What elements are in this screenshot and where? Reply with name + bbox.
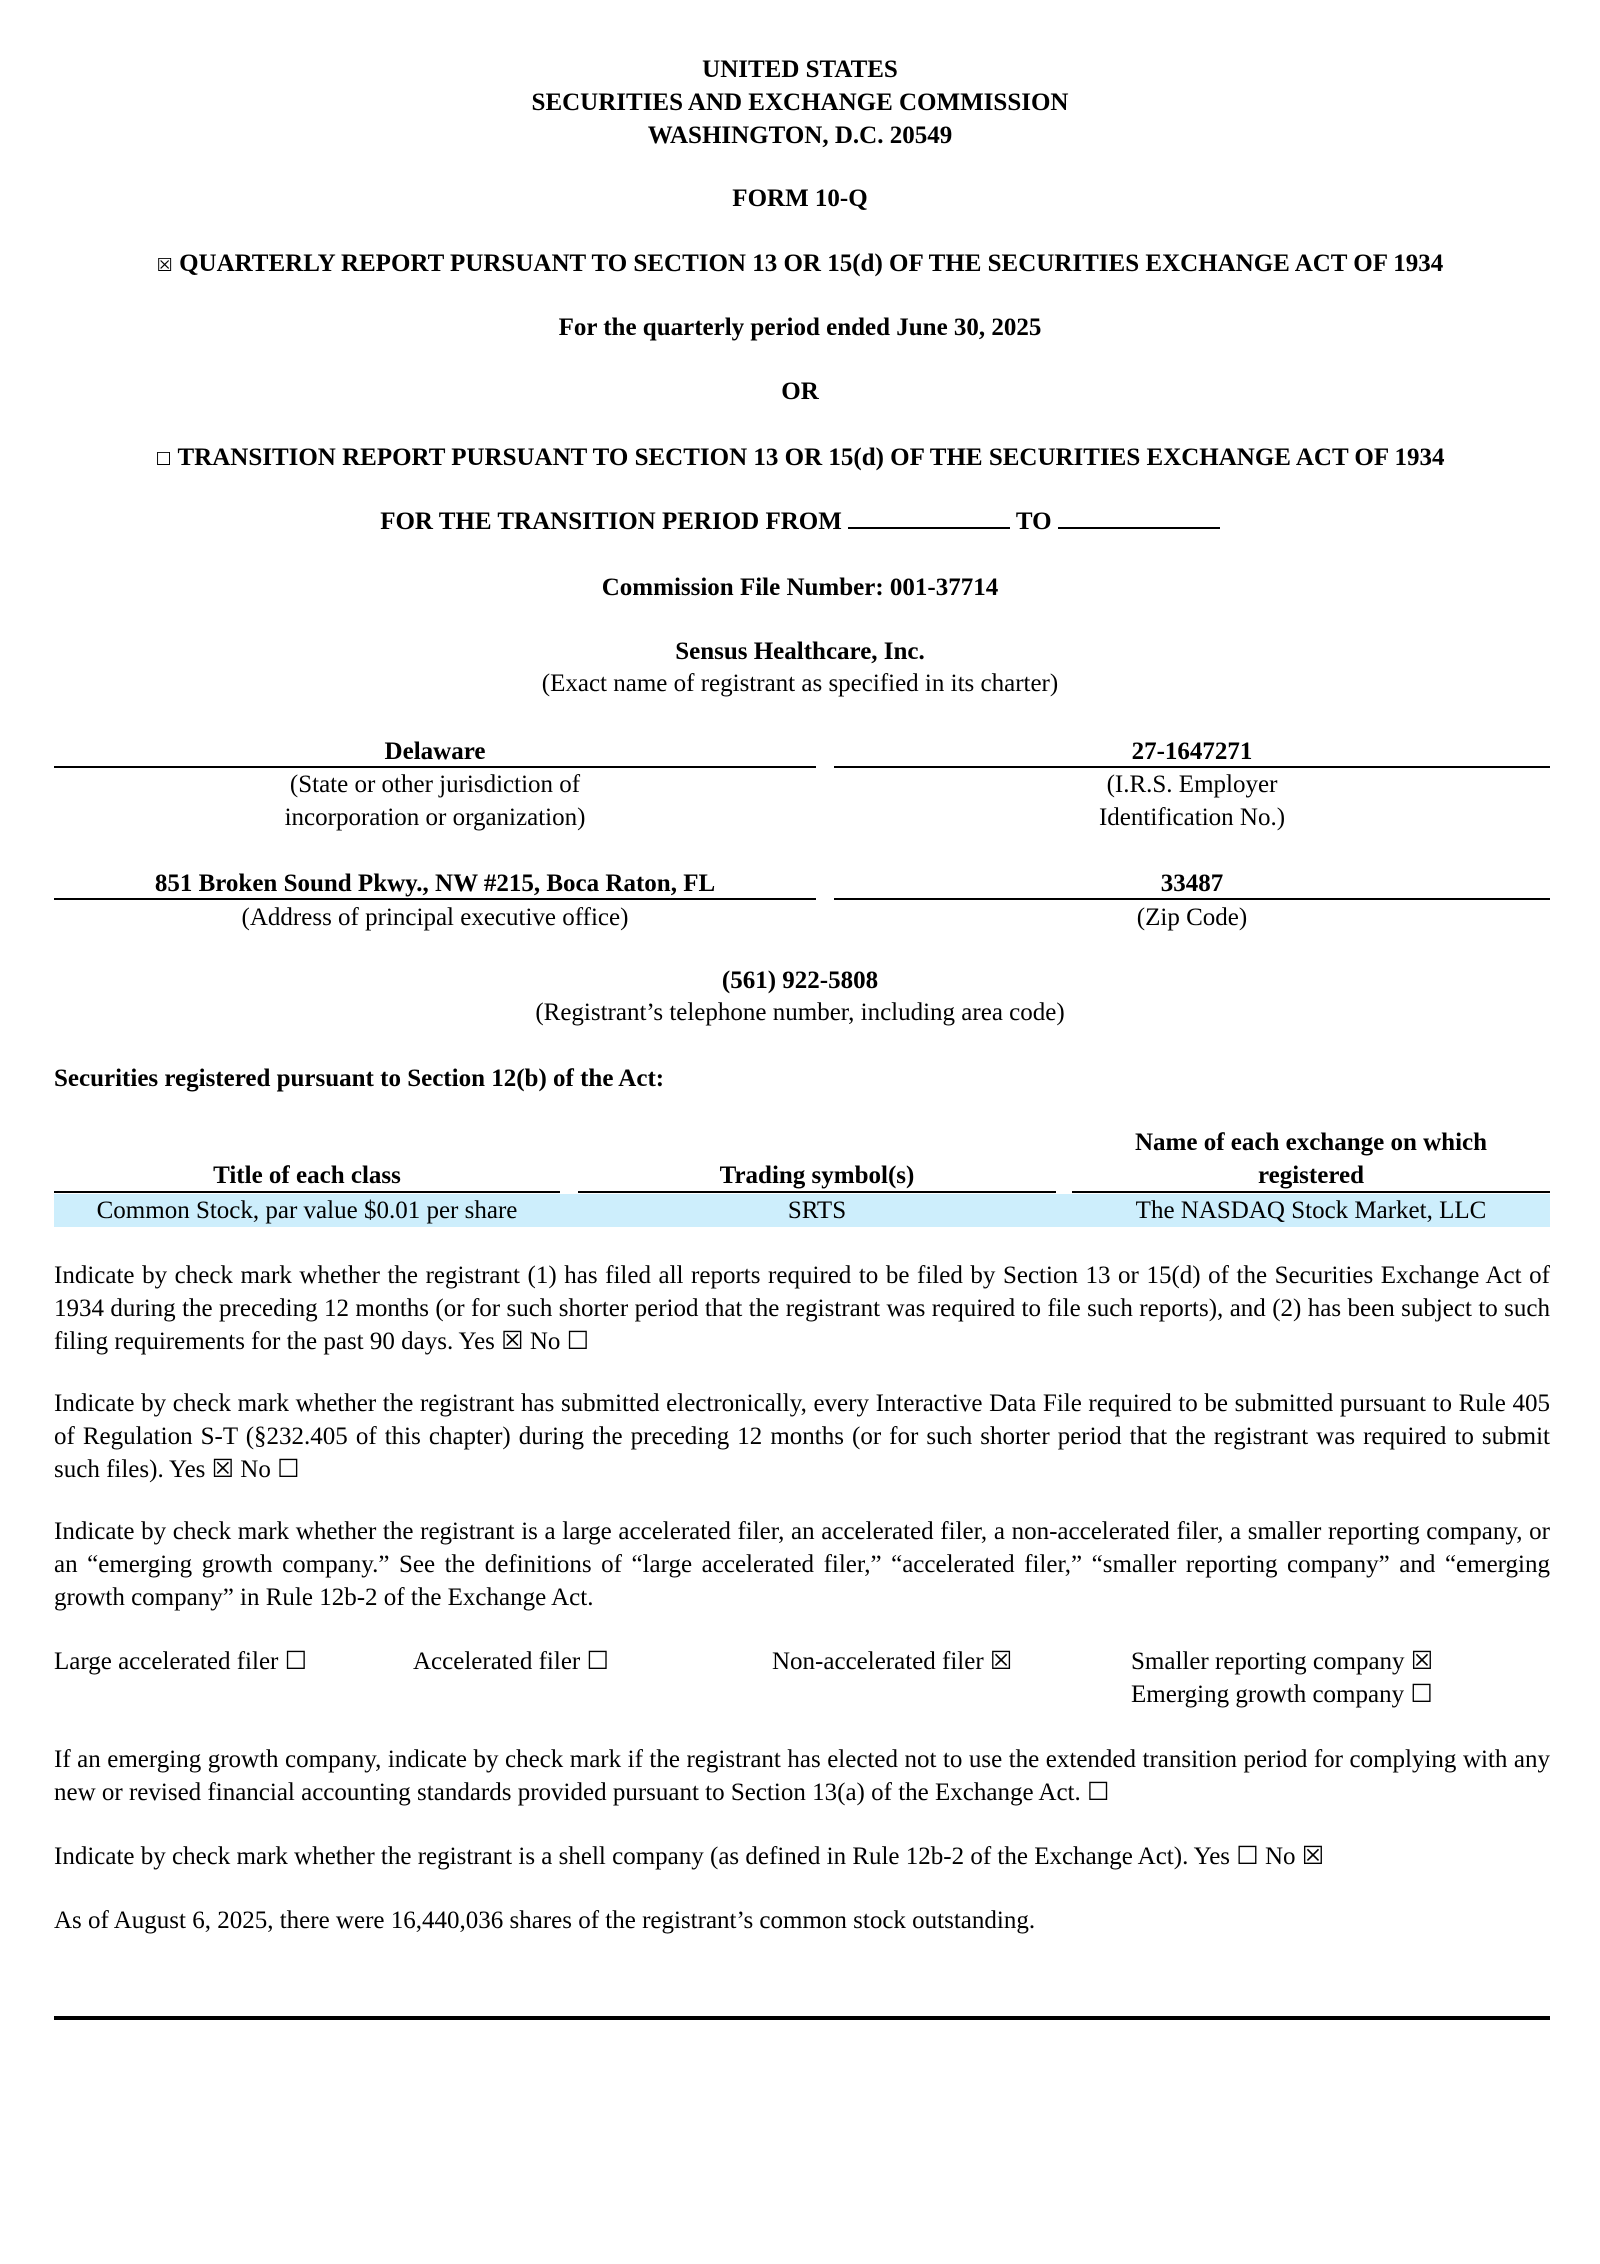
address-caption: (Address of principal executive office) <box>241 904 629 931</box>
transition-to-label: TO <box>1015 508 1052 535</box>
accelerated-filer: Accelerated filer ☐ <box>413 1648 609 1675</box>
quarterly-report-text: QUARTERLY REPORT PURSUANT TO SECTION 13 OR 15(d) OF THE SECURITIES EXCHANGE ACT OF 1934 <box>179 250 1444 277</box>
header-block <box>0 53 1600 152</box>
large-accelerated-filer: Large accelerated filer ☐ <box>54 1648 308 1675</box>
irs-employer-id: 27-1647271 <box>1131 738 1253 765</box>
header-line-1: UNITED STATES <box>702 56 898 83</box>
emerging-growth-company: Emerging growth company ☐ <box>1131 1681 1433 1708</box>
quarterly-checkbox: ☒ <box>156 255 173 276</box>
paragraph-transition-election: If an emerging growth company, indicate by check mark if the registrant has elected not to use the extended transition period for complying with any new or revised financial accounting standards provided pursuant to Section 13(a) of the Exchange Act. ☐ <box>54 1746 1550 1806</box>
non-accelerated-filer: Non-accelerated filer ☒ <box>772 1648 1013 1675</box>
col-header-exchange-line-1: Name of each exchange on which <box>1134 1129 1488 1156</box>
irs-caption <box>834 768 1550 834</box>
security-symbol: SRTS <box>787 1197 847 1224</box>
or-separator: OR <box>781 378 819 405</box>
securities-heading: Securities registered pursuant to Section 12(b) of the Act: <box>54 1065 665 1092</box>
security-class: Common Stock, par value $0.01 per share <box>96 1197 518 1224</box>
registrant-name: Sensus Healthcare, Inc. <box>675 638 925 665</box>
bottom-rule <box>54 2016 1550 2020</box>
state-caption-line-1: (State or other jurisdiction of <box>289 771 581 798</box>
paragraph-reports-filed: Indicate by check mark whether the registrant (1) has filed all reports required to be filed by Section 13 or 15(d) of the Securities Exchange Act of 1934 during the preceding 12 months (or for such shorter period that the registrant was required to file such reports), and (2) has been subject to such filing requirements for the past 90 days. Yes ☒ No ☐ <box>54 1262 1550 1355</box>
paragraph-shell-company: Indicate by check mark whether the registrant is a shell company (as defined in Rule 12b-2 of the Exchange Act). Yes ☐ No ☒ <box>54 1843 1325 1870</box>
security-exchange: The NASDAQ Stock Market, LLC <box>1135 1197 1487 1224</box>
paragraph-filer-definitions: Indicate by check mark whether the registrant is a large accelerated filer, an accelerated filer, a non-accelerated filer, a smaller reporting company, or an “emerging growth company.” See the definitions of “large accelerated filer,” “accelerated filer,” “smaller reporting company” and “emerging growth company” in Rule 12b-2 of the Exchange Act. <box>54 1518 1550 1611</box>
address-rule <box>54 898 816 900</box>
zip-caption: (Zip Code) <box>1136 904 1248 931</box>
transition-to-blank <box>1058 505 1220 529</box>
irs-caption-line-2: Identification No.) <box>1098 804 1286 831</box>
transition-report-text: TRANSITION REPORT PURSUANT TO SECTION 13 OR 15(d) OF THE SECURITIES EXCHANGE ACT OF 1934 <box>177 444 1445 471</box>
header-line-3: WASHINGTON, D.C. 20549 <box>647 122 953 149</box>
registrant-name-caption: (Exact name of registrant as specified in its charter) <box>541 670 1059 697</box>
col-header-exchange-name <box>1072 1126 1550 1192</box>
col-rule-3 <box>1072 1191 1550 1193</box>
state-caption-line-2: incorporation or organization) <box>284 804 586 831</box>
commission-file-number: Commission File Number: 001-37714 <box>601 574 999 601</box>
transition-checkbox: ☐ <box>155 449 172 470</box>
transition-period-line <box>0 505 1600 538</box>
state-of-incorporation: Delaware <box>384 738 486 765</box>
principal-office-address: 851 Broken Sound Pkwy., NW #215, Boca Raton, FL <box>154 870 716 897</box>
zip-rule <box>834 898 1550 900</box>
col-header-trading-symbol: Trading symbol(s) <box>719 1162 915 1189</box>
zip-code: 33487 <box>1160 870 1224 897</box>
col-header-title-of-class: Title of each class <box>213 1162 401 1189</box>
header-line-2: SECURITIES AND EXCHANGE COMMISSION <box>531 89 1069 116</box>
irs-caption-line-1: (I.R.S. Employer <box>1106 771 1278 798</box>
smaller-reporting-company: Smaller reporting company ☒ <box>1131 1648 1434 1675</box>
transition-from-blank <box>848 505 1010 529</box>
quarterly-period: For the quarterly period ended June 30, 2025 <box>558 314 1042 341</box>
paragraph-interactive-data: Indicate by check mark whether the registrant has submitted electronically, every Interactive Data File required to be submitted pursuant to Rule 405 of Regulation S-T (§232.405 of this chapter) during the preceding 12 months (or for such shorter period that the registrant was required to submit such files). Yes ☒ No ☐ <box>54 1390 1550 1483</box>
col-rule-1 <box>54 1191 560 1193</box>
registrant-phone: (561) 922-5808 <box>721 967 879 994</box>
col-rule-2 <box>578 1191 1056 1193</box>
registrant-phone-caption: (Registrant’s telephone number, including area code) <box>535 999 1065 1026</box>
quarterly-report-line <box>0 247 1600 282</box>
state-caption <box>54 768 816 834</box>
form-title: FORM 10-Q <box>732 185 868 212</box>
transition-report-line <box>0 441 1600 476</box>
transition-from-label: FOR THE TRANSITION PERIOD FROM <box>380 508 842 535</box>
col-header-exchange-line-2: registered <box>1258 1162 1364 1189</box>
paragraph-shares-outstanding: As of August 6, 2025, there were 16,440,036 shares of the registrant’s common stock outstanding. <box>54 1907 1036 1934</box>
